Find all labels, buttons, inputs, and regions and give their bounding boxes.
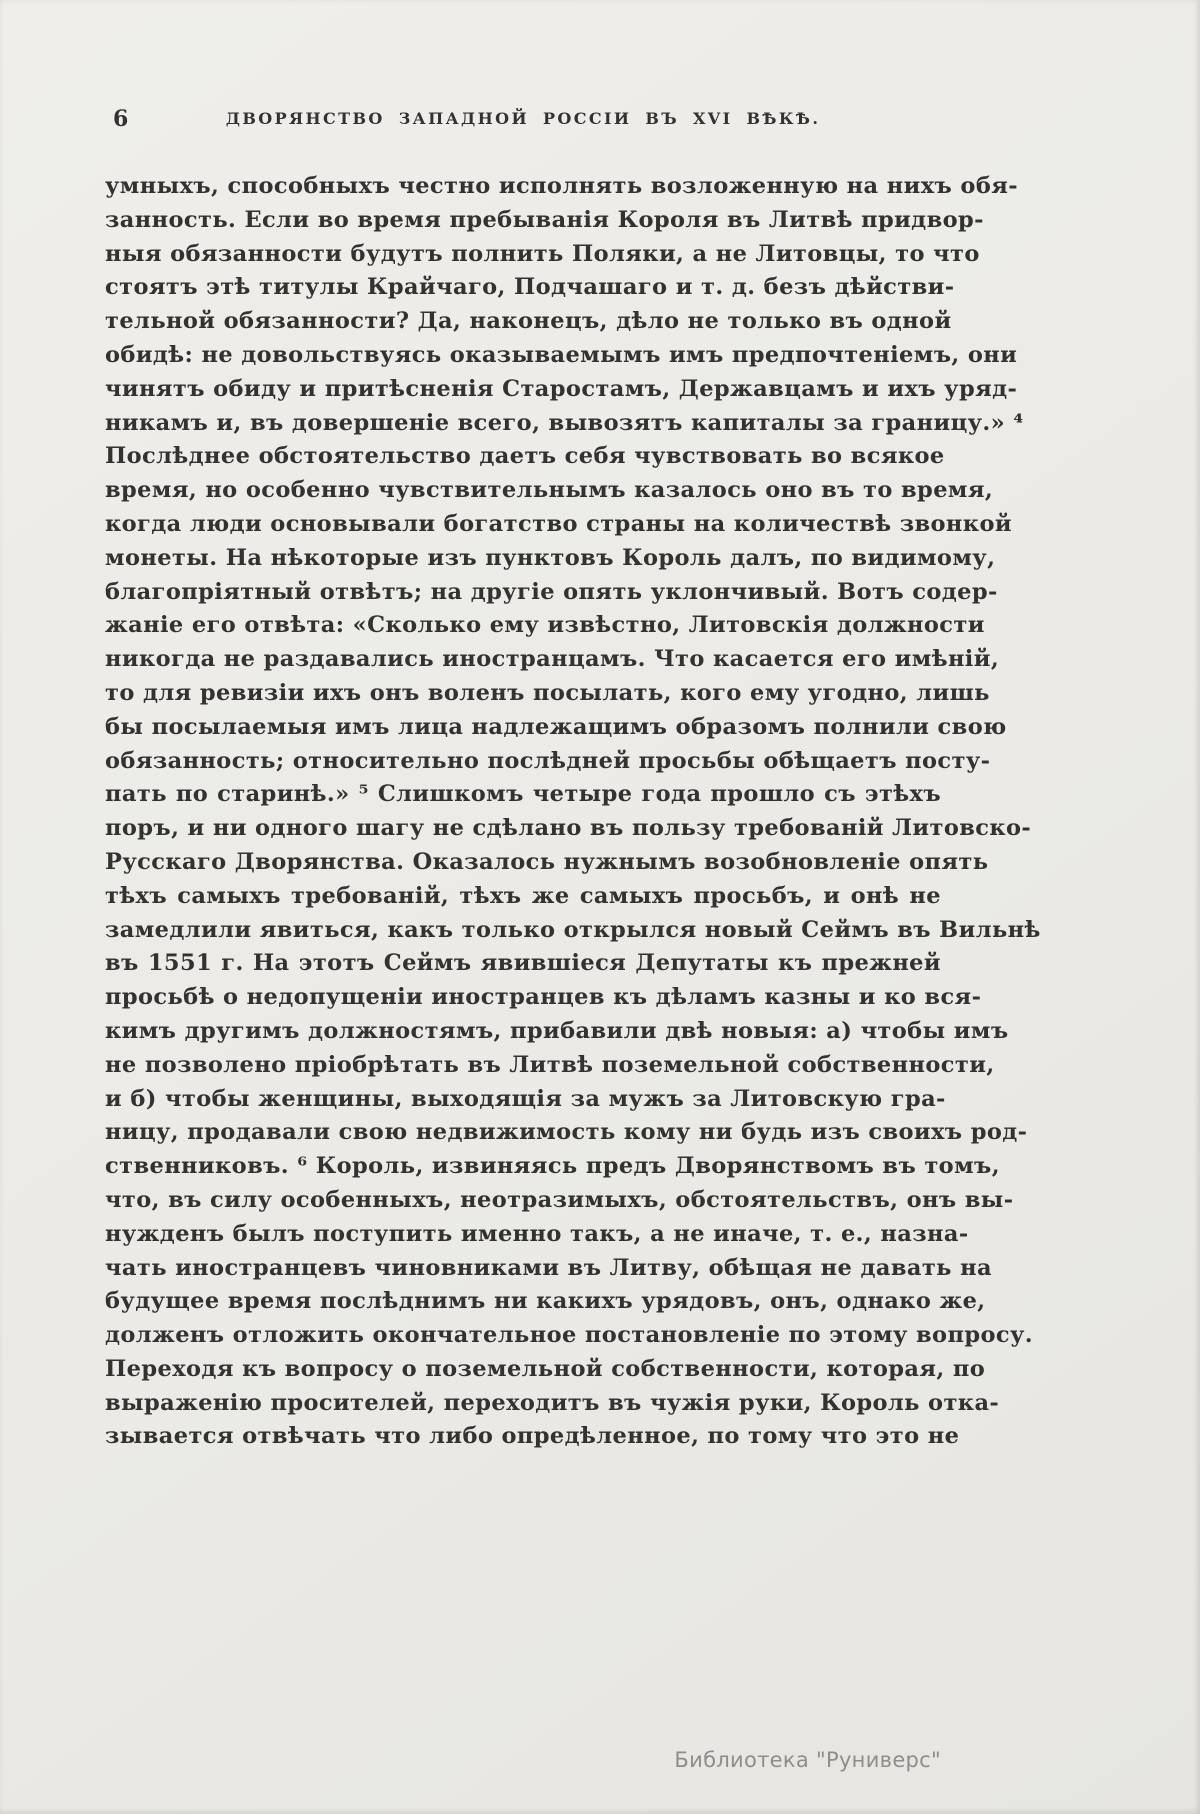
text-line: то для ревизіи ихъ онъ воленъ посылать, кого ему угодно, лишь (105, 679, 990, 706)
text-line: не позволено пріобрѣтать въ Литвѣ поземельной собственности, (105, 1051, 995, 1078)
page-header (105, 106, 941, 136)
text-line: кимъ другимъ должностямъ, прибавили двѣ новыя: а) чтобы имъ (105, 1017, 1009, 1044)
text-line: занность. Если во время пребыванія Короля въ Литвѣ придвор- (105, 206, 984, 233)
text-line: ственниковъ. ⁶ Король, извиняясь предъ Дворянствомъ въ томъ, (105, 1153, 1000, 1180)
text-line: въ 1551 г. На этотъ Сеймъ явившіеся Депутаты къ прежней (105, 950, 941, 977)
text-line: жаніе его отвѣта: «Сколько ему извѣстно, Литовскія должности (105, 612, 985, 639)
text-line: поръ, и ни одного шагу не сдѣлано въ пользу требованій Литовско- (105, 815, 1032, 842)
text-line: Русскаго Дворянства. Оказалось нужнымъ возобновленіе опять (105, 848, 989, 875)
text-line: стоятъ этѣ титулы Крайчаго, Подчашаго и т. д. безъ дѣйстви- (105, 274, 955, 301)
body-text (105, 170, 1041, 1454)
library-watermark: Библиотека "Руниверс" (674, 1748, 941, 1772)
text-line: ницу, продавали свою недвижимость кому ни будь изъ своихъ род- (105, 1119, 1028, 1146)
text-line: и б) чтобы женщины, выходящія за мужъ за Литовскую гра- (105, 1085, 946, 1112)
text-line: умныхъ, способныхъ честно исполнять возложенную на нихъ обя- (105, 173, 1019, 199)
text-line: замедлили явиться, какъ только открылся новый Сеймъ въ Вильнѣ (105, 916, 1041, 943)
text-line: выраженію просителей, переходитъ въ чужія руки, Король отка- (105, 1389, 1000, 1416)
text-line: пать по старинѣ.» ⁵ Слишкомъ четыре года прошло съ этѣхъ (105, 781, 941, 808)
text-line: время, но особенно чувствительнымъ казалось оно въ то время, (105, 477, 994, 504)
text-line: что, въ силу особенныхъ, неотразимыхъ, обстоятельствъ, онъ вы- (105, 1186, 1014, 1213)
text-line: ныя обязанности будутъ полнить Поляки, а не Литовцы, то что (105, 240, 980, 267)
text-line: чать иностранцевъ чиновниками въ Литву, обѣщая не давать на (105, 1254, 992, 1281)
page-number: 6 (113, 106, 130, 132)
text-line: никамъ и, въ довершеніе всего, вывозятъ капиталы за границу.» ⁴ (105, 409, 1024, 436)
text-line: бы посылаемыя имъ лица надлежащимъ образомъ полнили свою (105, 713, 1007, 740)
text-line: обидѣ: не довольствуясь оказываемымъ имъ предпочтеніемъ, они (105, 341, 1018, 368)
text-line: тѣхъ самыхъ требованій, тѣхъ же самыхъ просьбъ, и онѣ не (105, 882, 941, 909)
text-line: Послѣднее обстоятельство даетъ себя чувствовать во всякое (105, 443, 945, 470)
text-line: долженъ отложить окончательное постановленіе по этому вопросу. (105, 1322, 1034, 1349)
text-line: просьбѣ о недопущеніи иностранцев къ дѣламъ казны и ко вся- (105, 984, 982, 1011)
text-line: обязанность; относительно послѣдней просьбы обѣщаетъ посту- (105, 747, 991, 774)
text-line: когда люди основывали богатство страны на количествѣ звонкой (105, 510, 1012, 537)
text-line: никогда не раздавались иностранцамъ. Что касается его имѣній, (105, 646, 1000, 673)
text-line: зывается отвѣчать что либо опредѣленное, по тому что это не (105, 1423, 960, 1450)
text-line: будущее время послѣднимъ ни какихъ урядовъ, онъ, однако же, (105, 1288, 986, 1315)
text-line: нужденъ былъ поступить именно такъ, а не иначе, т. е., назна- (105, 1220, 969, 1247)
text-line: монеты. На нѣкоторые изъ пунктовъ Король далъ, по видимому, (105, 544, 996, 571)
text-line: чинятъ обиду и притѣсненія Старостамъ, Державцамъ и ихъ уряд- (105, 375, 1018, 402)
text-line: благопріятный отвѣтъ; на другіе опять уклончивый. Вотъ содер- (105, 578, 998, 605)
text-line: Переходя къ вопросу о поземельной собственности, которая, по (105, 1355, 986, 1382)
text-line: тельной обязанности? Да, наконецъ, дѣло не только въ одной (105, 308, 952, 335)
running-header-title: ДВОРЯНСТВО ЗАПАДНОЙ РОССІИ ВЪ XVI ВѢКѢ. (225, 109, 821, 128)
